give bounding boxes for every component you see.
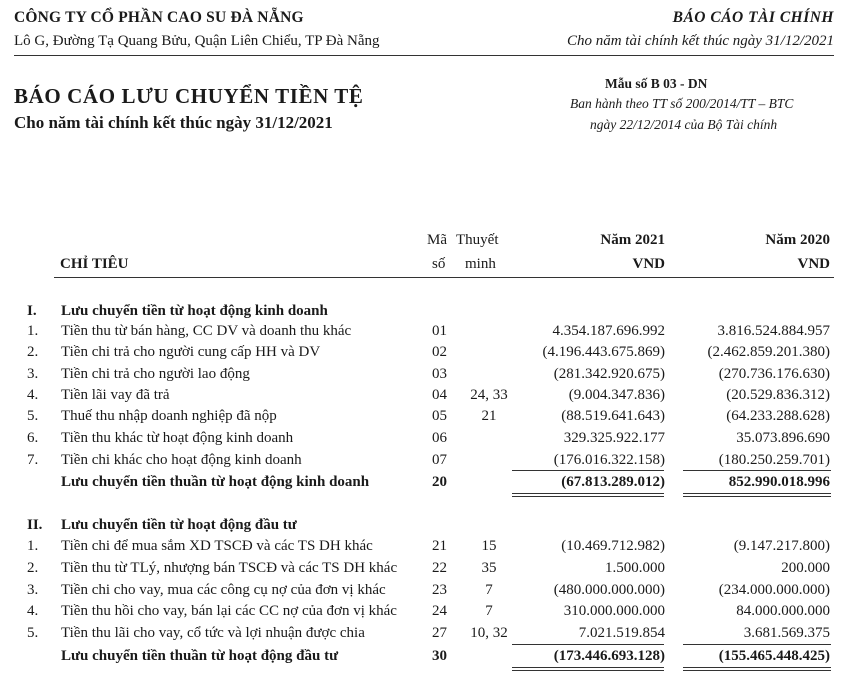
subtotal-rule-2020 bbox=[683, 470, 831, 471]
table-row bbox=[0, 601, 854, 622]
row-value-2021: 4.354.187.696.992 bbox=[552, 323, 665, 339]
row-value-2021: (88.519.641.643) bbox=[561, 408, 665, 424]
report-type: BÁO CÁO TÀI CHÍNH bbox=[672, 9, 834, 26]
column-header-note-line1: Thuyết bbox=[456, 232, 499, 248]
section-title: Lưu chuyển tiền từ hoạt động kinh doanh bbox=[61, 303, 328, 319]
table-header-divider bbox=[54, 277, 834, 278]
row-value-2020: (64.233.288.628) bbox=[726, 408, 830, 424]
page-title: BÁO CÁO LƯU CHUYỂN TIỀN TỆ bbox=[14, 84, 364, 108]
table-row bbox=[0, 558, 854, 579]
section-heading bbox=[0, 515, 854, 536]
row-label: Tiền thu hồi cho vay, bán lại các CC nợ của đơn vị khác bbox=[61, 603, 397, 619]
row-note: 7 bbox=[485, 603, 493, 619]
row-value-2020: 200.000 bbox=[781, 560, 830, 576]
row-number: 3. bbox=[27, 366, 39, 382]
page-subtitle: Cho năm tài chính kết thúc ngày 31/12/2021 bbox=[14, 113, 333, 132]
table-row bbox=[0, 406, 854, 427]
row-code: 07 bbox=[432, 452, 447, 468]
row-note: 35 bbox=[481, 560, 497, 576]
row-code: 23 bbox=[432, 582, 447, 598]
column-header-code-line1: Mã bbox=[427, 232, 447, 248]
total-value-2021: (173.446.693.128) bbox=[553, 648, 665, 664]
column-header-year-2021: Năm 2021 bbox=[600, 232, 665, 248]
form-number: Mẫu số B 03 - DN bbox=[605, 76, 708, 91]
form-issued-date: ngày 22/12/2014 của Bộ Tài chính bbox=[590, 117, 778, 132]
row-number: 4. bbox=[27, 387, 39, 403]
row-code: 01 bbox=[432, 323, 447, 339]
row-code: 06 bbox=[432, 430, 447, 446]
row-label: Tiền thu khác từ hoạt động kinh doanh bbox=[61, 430, 294, 446]
row-number: 3. bbox=[27, 582, 39, 598]
row-label: Tiền chi trả cho người cung cấp HH và DV bbox=[61, 344, 321, 360]
column-header-code-line2: số bbox=[432, 256, 446, 272]
row-code: 22 bbox=[432, 560, 447, 576]
row-label: Tiền chi để mua sắm XD TSCĐ và các TS DH khác bbox=[61, 538, 373, 554]
header-divider bbox=[14, 55, 834, 56]
row-value-2021: (480.000.000.000) bbox=[553, 582, 665, 598]
row-value-2020: (20.529.836.312) bbox=[726, 387, 830, 403]
table-row bbox=[0, 428, 854, 449]
total-value-2020: 852.990.018.996 bbox=[728, 474, 830, 490]
row-label: Tiền chi cho vay, mua các công cụ nợ của đơn vị khác bbox=[61, 582, 386, 598]
row-value-2021: (176.016.322.158) bbox=[553, 452, 665, 468]
row-label: Tiền thu từ TLý, nhượng bán TSCĐ và các TS DH khác bbox=[61, 560, 398, 576]
row-number: 5. bbox=[27, 408, 39, 424]
row-code: 05 bbox=[432, 408, 447, 424]
table-row bbox=[0, 364, 854, 385]
row-label: Tiền thu từ bán hàng, CC DV và doanh thu khác bbox=[61, 323, 352, 339]
total-row bbox=[0, 472, 854, 493]
row-value-2020: (180.250.259.701) bbox=[718, 452, 830, 468]
table-row bbox=[0, 580, 854, 601]
row-code: 21 bbox=[432, 538, 447, 554]
row-code: 24 bbox=[432, 603, 447, 619]
table-row bbox=[0, 623, 854, 644]
row-value-2021: (4.196.443.675.869) bbox=[542, 344, 665, 360]
report-period: Cho năm tài chính kết thúc ngày 31/12/2021 bbox=[566, 33, 834, 49]
row-value-2020: (9.147.217.800) bbox=[733, 538, 830, 554]
row-value-2021: 329.325.922.177 bbox=[563, 430, 665, 446]
row-number: 2. bbox=[27, 344, 39, 360]
total-code: 20 bbox=[432, 474, 447, 490]
row-label: Tiền chi khác cho hoạt động kinh doanh bbox=[61, 452, 302, 468]
row-number: 1. bbox=[27, 538, 39, 554]
total-row bbox=[0, 646, 854, 667]
total-label: Lưu chuyển tiền thuần từ hoạt động kinh doanh bbox=[61, 474, 370, 490]
row-note: 15 bbox=[481, 538, 497, 554]
company-name: CÔNG TY CỔ PHẦN CAO SU ĐÀ NẴNG bbox=[14, 9, 304, 26]
subtotal-rule-2020 bbox=[683, 644, 831, 645]
column-header-indicator: CHỈ TIÊU bbox=[60, 256, 129, 272]
form-issued-by: Ban hành theo TT số 200/2014/TT – BTC bbox=[570, 96, 794, 111]
total-double-rule-2020 bbox=[683, 667, 831, 671]
row-code: 04 bbox=[432, 387, 447, 403]
total-double-rule-2020 bbox=[683, 493, 831, 497]
table-row bbox=[0, 536, 854, 557]
row-note: 24, 33 bbox=[470, 387, 508, 403]
row-label: Tiền lãi vay đã trả bbox=[61, 387, 170, 403]
total-double-rule-2021 bbox=[512, 493, 664, 497]
total-double-rule-2021 bbox=[512, 667, 664, 671]
subtotal-rule-2021 bbox=[512, 644, 664, 645]
column-header-note-line2: minh bbox=[465, 256, 496, 272]
row-value-2020: (234.000.000.000) bbox=[718, 582, 830, 598]
section-number: I. bbox=[27, 303, 37, 319]
row-note: 10, 32 bbox=[470, 625, 508, 641]
subtotal-rule-2021 bbox=[512, 470, 664, 471]
table-row bbox=[0, 321, 854, 342]
row-value-2021: (9.004.347.836) bbox=[568, 387, 665, 403]
table-row bbox=[0, 385, 854, 406]
row-label: Thuế thu nhập doanh nghiệp đã nộp bbox=[61, 408, 277, 424]
row-number: 4. bbox=[27, 603, 39, 619]
row-code: 27 bbox=[432, 625, 447, 641]
table-row bbox=[0, 450, 854, 471]
row-value-2020: 3.681.569.375 bbox=[743, 625, 830, 641]
total-value-2020: (155.465.448.425) bbox=[718, 648, 830, 664]
column-header-year-2021-unit: VND bbox=[632, 256, 665, 272]
row-value-2021: (10.469.712.982) bbox=[561, 538, 665, 554]
row-code: 02 bbox=[432, 344, 447, 360]
row-value-2020: (2.462.859.201.380) bbox=[707, 344, 830, 360]
row-number: 7. bbox=[27, 452, 39, 468]
company-address: Lô G, Đường Tạ Quang Bửu, Quận Liên Chiểu, TP Đà Nẵng bbox=[14, 33, 380, 49]
section-title: Lưu chuyển tiền từ hoạt động đầu tư bbox=[61, 517, 297, 533]
row-value-2020: 35.073.896.690 bbox=[736, 430, 830, 446]
row-label: Tiền chi trả cho người lao động bbox=[61, 366, 250, 382]
row-value-2021: 1.500.000 bbox=[605, 560, 665, 576]
total-label: Lưu chuyển tiền thuần từ hoạt động đầu tư bbox=[61, 648, 339, 664]
row-note: 7 bbox=[485, 582, 493, 598]
column-header-year-2020: Năm 2020 bbox=[765, 232, 830, 248]
total-code: 30 bbox=[432, 648, 447, 664]
section-heading bbox=[0, 301, 854, 322]
section-number: II. bbox=[27, 517, 43, 533]
row-value-2020: 3.816.524.884.957 bbox=[717, 323, 830, 339]
row-value-2021: (281.342.920.675) bbox=[553, 366, 665, 382]
total-value-2021: (67.813.289.012) bbox=[561, 474, 665, 490]
table-row bbox=[0, 342, 854, 363]
row-note: 21 bbox=[481, 408, 497, 424]
column-header-year-2020-unit: VND bbox=[797, 256, 830, 272]
row-value-2020: (270.736.176.630) bbox=[718, 366, 830, 382]
row-value-2021: 7.021.519.854 bbox=[578, 625, 665, 641]
row-number: 1. bbox=[27, 323, 39, 339]
row-code: 03 bbox=[432, 366, 447, 382]
row-value-2021: 310.000.000.000 bbox=[563, 603, 665, 619]
row-number: 5. bbox=[27, 625, 39, 641]
row-number: 2. bbox=[27, 560, 39, 576]
row-value-2020: 84.000.000.000 bbox=[736, 603, 830, 619]
row-label: Tiền thu lãi cho vay, cổ tức và lợi nhuận được chia bbox=[61, 625, 365, 641]
row-number: 6. bbox=[27, 430, 39, 446]
